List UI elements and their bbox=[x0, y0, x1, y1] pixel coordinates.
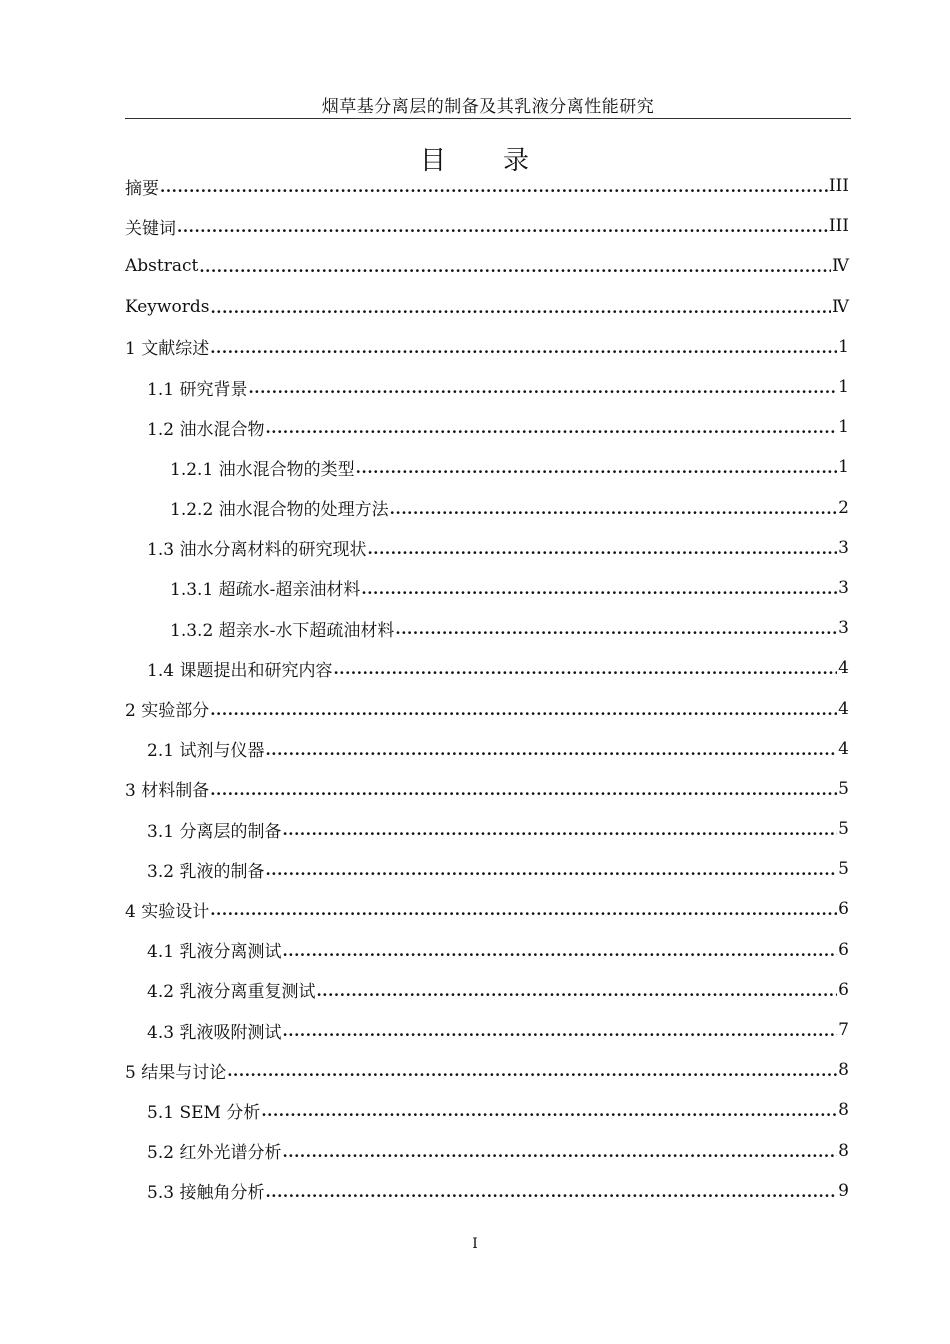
toc-list bbox=[125, 166, 849, 1211]
toc-entry-page: 3 bbox=[838, 537, 849, 558]
toc-entry-label: 3.1 分离层的制备 bbox=[147, 821, 282, 842]
toc-entry[interactable] bbox=[125, 688, 849, 728]
toc-entry-label: 1.2.1 油水混合物的类型 bbox=[170, 459, 355, 480]
toc-entry[interactable] bbox=[125, 488, 849, 528]
toc-entry[interactable] bbox=[125, 568, 849, 608]
toc-entry-page: 6 bbox=[838, 939, 849, 960]
toc-entry[interactable] bbox=[125, 849, 849, 889]
toc-entry-page: III bbox=[828, 176, 849, 197]
toc-dot-leader bbox=[367, 538, 837, 558]
toc-entry-label: 4.1 乳液分离测试 bbox=[147, 942, 282, 963]
toc-entry-label: 4 实验设计 bbox=[125, 901, 210, 922]
toc-entry[interactable] bbox=[125, 1171, 849, 1211]
toc-entry-page: III bbox=[828, 216, 849, 237]
toc-entry[interactable] bbox=[125, 809, 849, 849]
toc-entry-label: 5.3 接触角分析 bbox=[147, 1183, 265, 1204]
toc-entry-label: Keywords bbox=[125, 296, 210, 317]
toc-entry-page: 3 bbox=[838, 577, 849, 598]
toc-entry-label: 4.2 乳液分离重复测试 bbox=[147, 982, 316, 1003]
toc-dot-leader bbox=[210, 297, 831, 317]
toc-dot-leader bbox=[199, 256, 831, 276]
toc-entry-page: 6 bbox=[838, 979, 849, 1000]
toc-dot-leader bbox=[160, 176, 828, 196]
toc-entry-page: 8 bbox=[838, 1100, 849, 1121]
toc-entry[interactable] bbox=[125, 970, 849, 1010]
toc-entry-page: 9 bbox=[838, 1180, 849, 1201]
toc-title-char: 录 bbox=[503, 146, 531, 176]
toc-entry[interactable] bbox=[125, 1010, 849, 1050]
toc-entry-label: 1.3.2 超亲水-水下超疏油材料 bbox=[170, 620, 395, 641]
toc-dot-leader bbox=[227, 1060, 837, 1080]
toc-entry-label: 1.2.2 油水混合物的处理方法 bbox=[170, 500, 389, 521]
toc-dot-leader bbox=[333, 658, 837, 678]
toc-dot-leader bbox=[265, 859, 837, 879]
toc-entry[interactable] bbox=[125, 930, 849, 970]
toc-dot-leader bbox=[282, 819, 837, 839]
toc-dot-leader bbox=[316, 980, 837, 1000]
toc-entry-label: 1.3 油水分离材料的研究现状 bbox=[147, 540, 367, 561]
toc-dot-leader bbox=[282, 940, 837, 960]
toc-entry[interactable] bbox=[125, 1131, 849, 1171]
toc-entry-page: 8 bbox=[838, 1060, 849, 1081]
toc-entry[interactable] bbox=[125, 246, 849, 286]
toc-dot-leader bbox=[395, 618, 837, 638]
toc-dot-leader bbox=[282, 1141, 837, 1161]
toc-entry-page: 4 bbox=[838, 658, 849, 679]
toc-dot-leader bbox=[210, 899, 837, 919]
toc-dot-leader bbox=[177, 216, 828, 236]
toc-dot-leader bbox=[248, 377, 837, 397]
toc-entry-label: 关键词 bbox=[125, 218, 176, 239]
toc-entry[interactable] bbox=[125, 1090, 849, 1130]
toc-entry-label: 1.1 研究背景 bbox=[147, 379, 248, 400]
toc-entry-label: 1.4 课题提出和研究内容 bbox=[147, 660, 333, 681]
toc-dot-leader bbox=[210, 337, 837, 357]
toc-entry-page: 6 bbox=[838, 899, 849, 920]
toc-entry-label: 5 结果与讨论 bbox=[125, 1062, 227, 1083]
toc-entry-page: Ⅳ bbox=[832, 256, 849, 277]
toc-entry-page: 1 bbox=[838, 336, 849, 357]
toc-entry[interactable] bbox=[125, 166, 849, 206]
toc-entry-label: 1.2 油水混合物 bbox=[147, 419, 265, 440]
toc-entry-page: 5 bbox=[838, 859, 849, 880]
toc-entry-label: 摘要 bbox=[125, 178, 159, 199]
toc-dot-leader bbox=[210, 779, 837, 799]
toc-entry-page: 1 bbox=[838, 377, 849, 398]
toc-dot-leader bbox=[265, 1181, 837, 1201]
toc-entry-page: 1 bbox=[838, 417, 849, 438]
toc-entry-label: 3.2 乳液的制备 bbox=[147, 861, 265, 882]
toc-title-char: 目 bbox=[419, 146, 447, 176]
running-header: 烟草基分离层的制备及其乳液分离性能研究 bbox=[321, 97, 655, 117]
toc-entry[interactable] bbox=[125, 648, 849, 688]
toc-entry-label: 3 材料制备 bbox=[125, 781, 210, 802]
toc-entry-page: 4 bbox=[838, 738, 849, 759]
toc-dot-leader bbox=[261, 1100, 837, 1120]
toc-entry[interactable] bbox=[125, 206, 849, 246]
toc-entry[interactable] bbox=[125, 327, 849, 367]
toc-dot-leader bbox=[265, 417, 837, 437]
toc-entry-page: 1 bbox=[838, 457, 849, 478]
toc-entry[interactable] bbox=[125, 1050, 849, 1090]
toc-entry[interactable] bbox=[125, 729, 849, 769]
toc-dot-leader bbox=[265, 739, 837, 759]
toc-entry[interactable] bbox=[125, 407, 849, 447]
header-rule bbox=[125, 118, 851, 119]
toc-entry-page: 5 bbox=[838, 778, 849, 799]
toc-dot-leader bbox=[210, 699, 837, 719]
toc-entry-page: 7 bbox=[838, 1020, 849, 1041]
page-number: I bbox=[472, 1236, 478, 1252]
toc-entry-label: 2.1 试剂与仪器 bbox=[147, 741, 265, 762]
toc-dot-leader bbox=[361, 578, 837, 598]
toc-entry[interactable] bbox=[125, 287, 849, 327]
toc-entry-page: 4 bbox=[838, 698, 849, 719]
toc-dot-leader bbox=[356, 457, 838, 477]
toc-entry-label: 4.3 乳液吸附测试 bbox=[147, 1022, 282, 1043]
toc-entry-label: 1.3.1 超疏水-超亲油材料 bbox=[170, 580, 361, 601]
toc-entry-page: 3 bbox=[838, 618, 849, 639]
toc-entry-label: 5.2 红外光谱分析 bbox=[147, 1143, 282, 1164]
toc-entry-page: Ⅳ bbox=[832, 296, 849, 317]
toc-entry[interactable] bbox=[125, 889, 849, 929]
toc-entry-page: 8 bbox=[838, 1140, 849, 1161]
toc-entry-page: 5 bbox=[838, 819, 849, 840]
toc-entry[interactable] bbox=[125, 528, 849, 568]
toc-entry[interactable] bbox=[125, 608, 849, 648]
toc-entry-page: 2 bbox=[838, 497, 849, 518]
toc-dot-leader bbox=[390, 498, 838, 518]
toc-entry-label: Abstract bbox=[125, 256, 199, 277]
toc-entry-label: 5.1 SEM 分析 bbox=[147, 1102, 261, 1123]
toc-entry-label: 1 文献综述 bbox=[125, 339, 210, 360]
toc-entry[interactable] bbox=[125, 447, 849, 487]
toc-entry[interactable] bbox=[125, 367, 849, 407]
toc-entry[interactable] bbox=[125, 769, 849, 809]
toc-dot-leader bbox=[282, 1020, 837, 1040]
toc-entry-label: 2 实验部分 bbox=[125, 701, 210, 722]
